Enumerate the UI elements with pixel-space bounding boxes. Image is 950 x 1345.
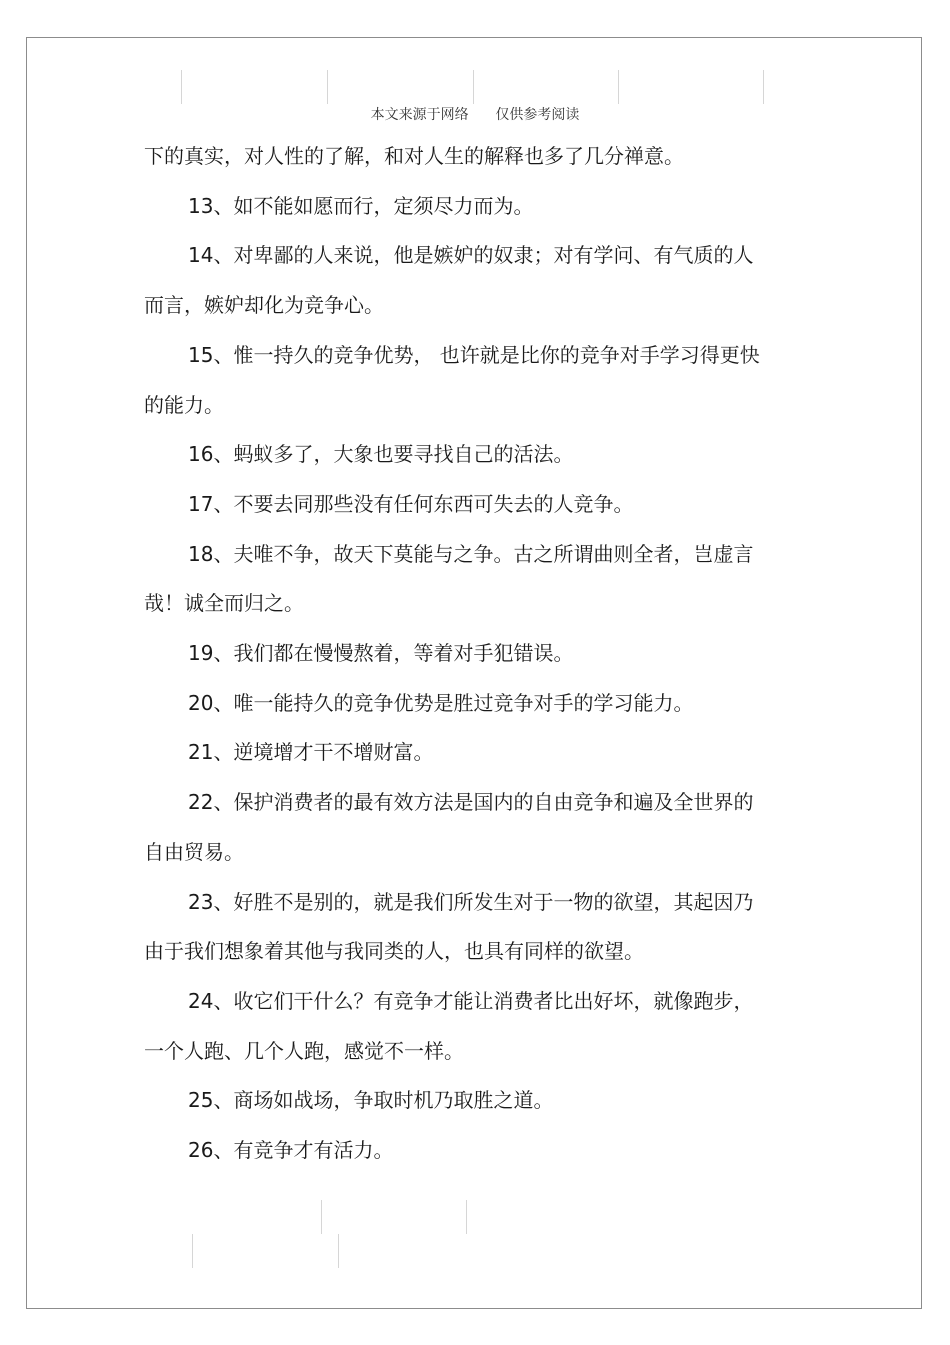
text-line: 16、蚂蚁多了，大象也要寻找自己的活法。 bbox=[188, 442, 574, 467]
header-rule bbox=[473, 70, 474, 104]
header-rule bbox=[327, 70, 328, 104]
footer-rule bbox=[321, 1200, 322, 1234]
paragraph bbox=[144, 629, 794, 679]
text-line: 25、商场如战场，争取时机乃取胜之道。 bbox=[188, 1088, 554, 1113]
text-line: 24、收它们干什么？有竞争才能让消费者比出好坏，就像跑步， bbox=[188, 988, 754, 1013]
paragraph bbox=[144, 977, 794, 1076]
text-line: 下的真实，对人性的了解，和对人生的解释也多了几分禅意。 bbox=[144, 144, 684, 168]
paragraph bbox=[144, 430, 794, 480]
header-rule bbox=[763, 70, 764, 104]
paragraph bbox=[144, 331, 794, 430]
paragraph bbox=[144, 1076, 794, 1126]
footer-rule bbox=[192, 1234, 193, 1268]
text-line: 13、如不能如愿而行，定须尽力而为。 bbox=[188, 193, 534, 218]
text-line: 15、惟一持久的竞争优势， 也许就是比你的竞争对手学习得更快 bbox=[188, 342, 760, 367]
text-line: 哉！诚全而归之。 bbox=[144, 591, 304, 616]
text-line: 22、保护消费者的最有效方法是国内的自由竞争和遍及全世界的 bbox=[188, 790, 754, 815]
paragraph bbox=[144, 728, 794, 778]
text-line: 一个人跑、几个人跑，感觉不一样。 bbox=[144, 1038, 464, 1063]
header-rule bbox=[618, 70, 619, 104]
text-line: 21、逆境增才干不增财富。 bbox=[188, 740, 434, 765]
paragraph bbox=[144, 1126, 794, 1176]
paragraph bbox=[144, 480, 794, 530]
page-header: 本文来源于网络 仅供参考阅读 bbox=[370, 107, 580, 123]
paragraph bbox=[144, 132, 794, 182]
text-line: 23、好胜不是别的，就是我们所发生对于一物的欲望，其起因乃 bbox=[188, 889, 754, 914]
paragraph bbox=[144, 878, 794, 977]
text-line: 19、我们都在慢慢熬着，等着对手犯错误。 bbox=[188, 641, 574, 666]
text-line: 17、不要去同那些没有任何东西可失去的人竞争。 bbox=[188, 491, 634, 516]
text-line: 由于我们想象着其他与我同类的人，也具有同样的欲望。 bbox=[144, 939, 644, 964]
footer-rule bbox=[466, 1200, 467, 1234]
paragraph bbox=[144, 182, 794, 232]
text-line: 的能力。 bbox=[144, 392, 224, 417]
paragraph bbox=[144, 679, 794, 729]
footer-rule bbox=[338, 1234, 339, 1268]
paragraph bbox=[144, 530, 794, 629]
text-line: 14、对卑鄙的人来说，他是嫉妒的奴隶；对有学问、有气质的人 bbox=[188, 243, 754, 268]
paragraph bbox=[144, 231, 794, 330]
header-rule bbox=[181, 70, 182, 104]
text-line: 自由贸易。 bbox=[144, 839, 244, 864]
document-body bbox=[144, 132, 794, 1176]
text-line: 20、唯一能持久的竞争优势是胜过竞争对手的学习能力。 bbox=[188, 690, 694, 715]
text-line: 26、有竞争才有活力。 bbox=[188, 1138, 394, 1163]
text-line: 18、夫唯不争，故天下莫能与之争。古之所谓曲则全者，岂虚言 bbox=[188, 541, 754, 566]
text-line: 而言，嫉妒却化为竞争心。 bbox=[144, 293, 384, 318]
paragraph bbox=[144, 778, 794, 877]
